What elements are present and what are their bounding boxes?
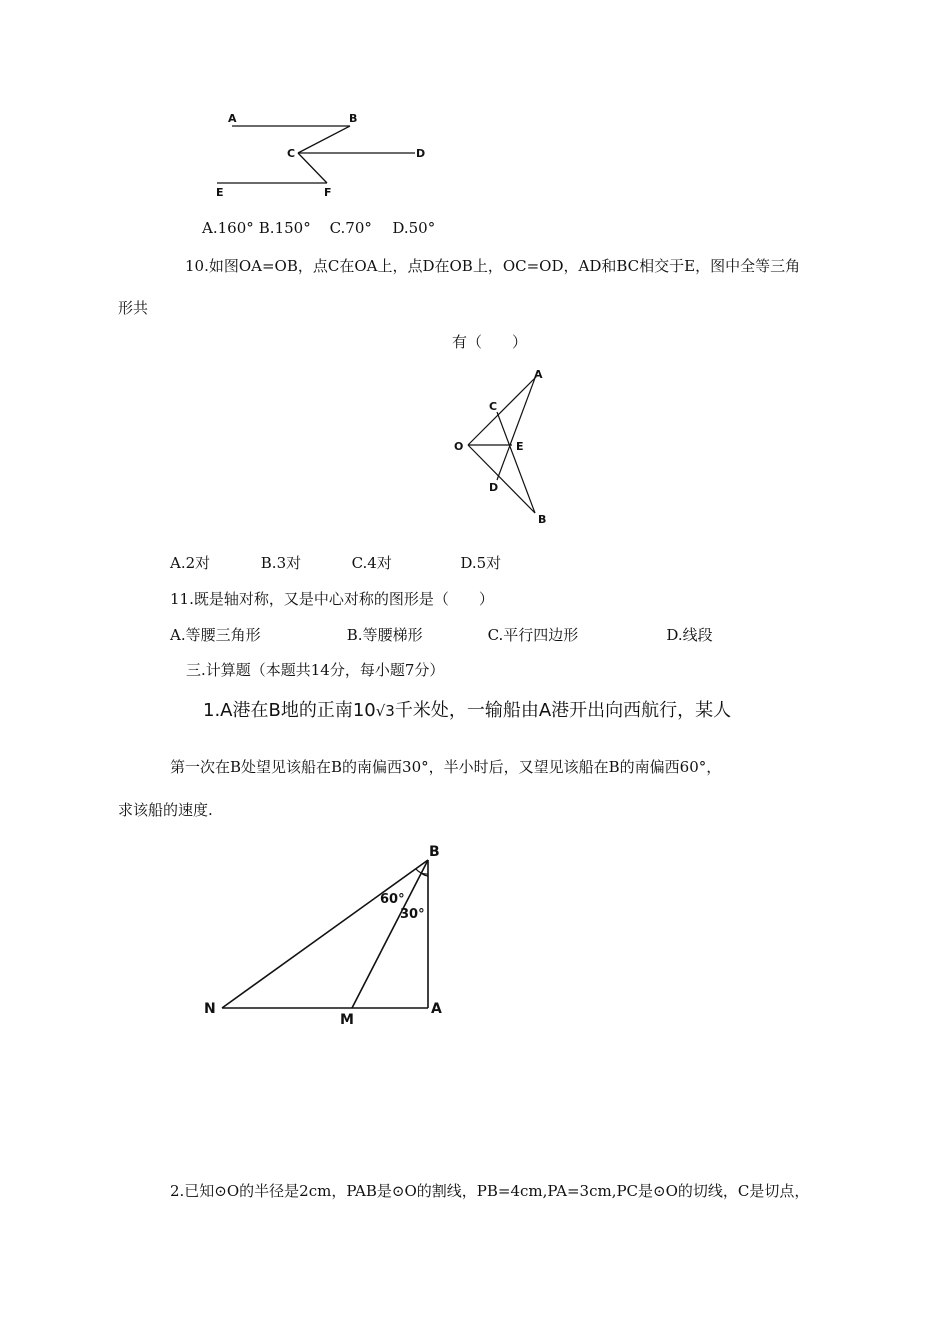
label-E: E [516, 440, 524, 453]
calc2-question: 2.已知⊙O的半径是2cm，PAB是⊙O的割线，PB=4cm,PA=3cm,PC是⊙O的切线，C是切点， [170, 1182, 810, 1200]
label-A: A [431, 1001, 442, 1017]
calc1-question-line3: 求该船的速度. [118, 801, 213, 819]
q11-option-c: C.平行四边形 [487, 626, 579, 644]
q10-option-a: A.2对 [170, 554, 211, 572]
label-F: F [324, 186, 332, 199]
label-30-degrees: 30° [400, 907, 425, 922]
q9-option-d: D.50° [392, 219, 436, 237]
label-O: O [454, 440, 464, 453]
label-A: A [534, 368, 543, 381]
q10-question-line2: 形共 [118, 299, 149, 317]
figure-angle-lines [210, 110, 450, 200]
q11-option-d: D.线段 [666, 626, 713, 644]
calc1-question-line1 [203, 700, 731, 722]
q11-option-a: A.等腰三角形 [170, 626, 261, 644]
q10-option-d: D.5对 [460, 554, 502, 572]
label-M: M [340, 1012, 354, 1028]
q10-option-c: C.4对 [351, 554, 392, 572]
figure-ship-bearing [200, 838, 460, 1038]
q10-option-b: B.3对 [260, 554, 302, 572]
q10-question-line1: 10.如图OA=OB，点C在OA上，点D在OB上，OC=OD，AD和BC相交于E，图中全等三角 [185, 257, 801, 275]
q11-option-b: B.等腰梯形 [346, 626, 423, 644]
label-C: C [489, 400, 498, 413]
label-B: B [349, 112, 358, 125]
label-A: A [228, 112, 237, 125]
section-3-heading: 三.计算题（本题共14分，每小题7分） [186, 661, 445, 679]
q9-option-a: A.160° [202, 219, 254, 237]
calc1-suffix: 千米处，一输船由A港开出向西航行，某人 [394, 700, 732, 721]
label-B: B [538, 513, 547, 525]
q10-options [170, 553, 501, 573]
label-N: N [204, 1001, 216, 1017]
q10-question-line3: 有（ ） [452, 333, 528, 351]
calc1-radical: √3 [375, 702, 395, 720]
q9-option-c: C.70° [329, 219, 372, 237]
calc1-question-line2: 第一次在B处望见该船在B的南偏西30°，半小时后，又望见该船在B的南偏西60°， [170, 758, 722, 776]
label-60-degrees: 60° [380, 892, 405, 907]
label-D: D [416, 147, 426, 160]
calc1-prefix: 1.A港在B地的正南10 [203, 700, 376, 721]
q11-options [170, 625, 713, 645]
label-D: D [489, 481, 499, 494]
q11-question: 11.既是轴对称，又是中心对称的图形是（ ） [170, 590, 494, 608]
label-E: E [216, 186, 224, 199]
q9-options [202, 218, 435, 238]
label-C: C [287, 147, 296, 160]
q9-option-b: B.150° [258, 219, 311, 237]
figure-congruent-triangles [450, 365, 560, 525]
label-B: B [429, 844, 440, 860]
